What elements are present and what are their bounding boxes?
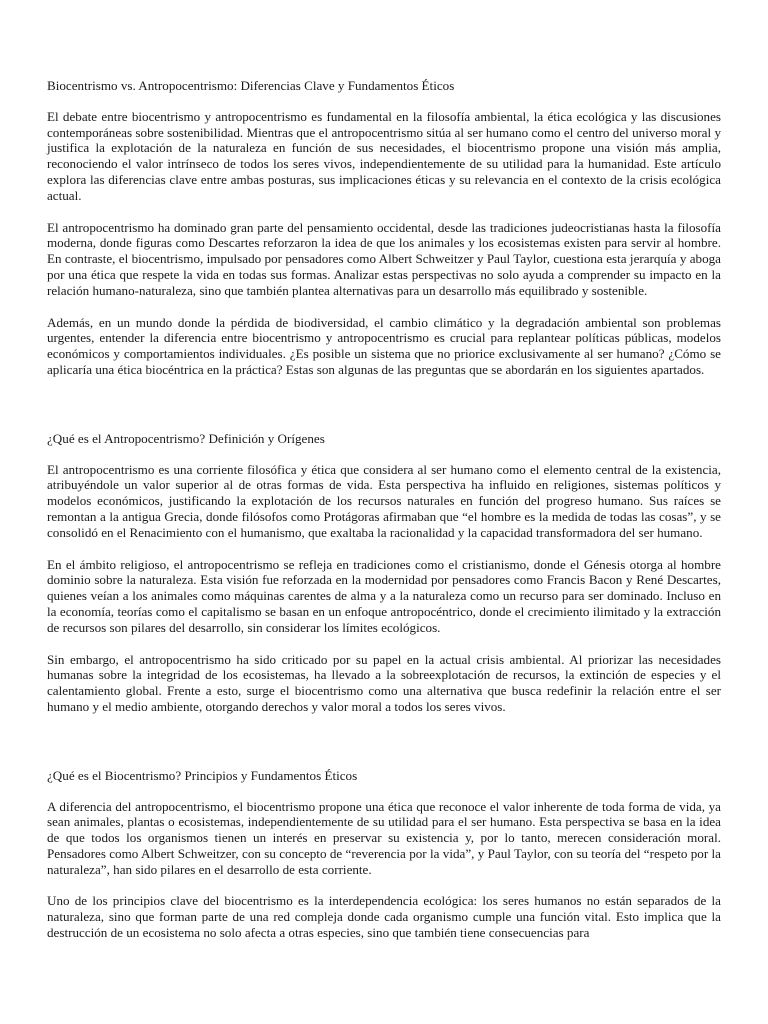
section-heading-biocentrismo: ¿Qué es el Biocentrismo? Principios y Fundamentos Éticos <box>47 767 358 783</box>
section-paragraph: En el ámbito religioso, el antropocentrismo se refleja en tradiciones como el cristianismo, donde el Génesis otorga al hombre dominio sobre la naturaleza. Esta visión fue reforzada en la modernidad por pensadores como Francis Bacon y René Descartes, quienes veían a los animales como máquinas carentes de alma y a la naturaleza como un recurso para ser dominado. Incluso en la economía, teorías como el capitalismo se basan en un enfoque antropocéntrico, donde el crecimiento ilimitado y la extracción de recursos son pilares del desarrollo, sin considerar los límites ecológicos. <box>47 556 721 635</box>
intro-paragraph: Además, en un mundo donde la pérdida de biodiversidad, el cambio climático y la degradación ambiental son problemas urgentes, entender la diferencia entre biocentrismo y antropocentrismo es crucial para replantear políticas públicas, modelos económicos y comportamientos individuales. ¿Es posible un sistema que no priorice exclusivamente al ser humano? ¿Cómo se aplicaría una ética biocéntrica en la práctica? Estas son algunas de las preguntas que se abordarán en los siguientes apartados. <box>47 314 721 377</box>
document-page <box>47 78 721 957</box>
section-spacer <box>47 731 721 768</box>
intro-paragraph: El antropocentrismo ha dominado gran parte del pensamiento occidental, desde las tradiciones judeocristianas hasta la filosofía moderna, donde figuras como Descartes reforzaron la idea de que los animales y los ecosistemas existen para servir al hombre. En contraste, el biocentrismo, impulsado por pensadores como Albert Schweitzer y Paul Taylor, cuestiona esta jerarquía y aboga por una ética que respete la vida en todas sus formas. Analizar estas perspectivas no solo ayuda a comprender su impacto en la relación humano-naturaleza, sino que también plantea alternativas para un desarrollo más equilibrado y sostenible. <box>47 219 721 298</box>
section-paragraph: A diferencia del antropocentrismo, el biocentrismo propone una ética que reconoce el valor inherente de toda forma de vida, ya sean animales, plantas o ecosistemas, independientemente de su utilidad para el ser humano. Esta perspectiva se basa en la idea de que todos los organismos tienen un interés en preservar su existencia y, por lo tanto, merecen consideración moral. Pensadores como Albert Schweitzer, con su concepto de “reverencia por la vida”, y Paul Taylor, con su teoría del “respeto por la naturaleza”, han sido pilares en el desarrollo de esta corriente. <box>47 798 721 877</box>
intro-paragraph: El debate entre biocentrismo y antropocentrismo es fundamental en la filosofía ambiental, la ética ecológica y las discusiones contemporáneas sobre sostenibilidad. Mientras que el antropocentrismo sitúa al ser humano como el centro del universo moral y justifica la explotación de la naturaleza en función de sus necesidades, el biocentrismo propone una visión más amplia, reconociendo el valor intrínseco de todos los seres vivos, independientemente de su utilidad para la humanidad. Este artículo explora las diferencias clave entre ambas posturas, sus implicaciones éticas y su relevancia en el contexto de la crisis ecológica actual. <box>47 108 721 203</box>
section-paragraph: El antropocentrismo es una corriente filosófica y ética que considera al ser humano como el elemento central de la existencia, atribuyéndole un valor superior al de otras formas de vida. Esta perspectiva ha influido en religiones, sistemas políticos y modelos económicos, justificando la explotación de los recursos naturales en función del progreso humano. Sus raíces se remontan a la antigua Grecia, donde filósofos como Protágoras afirmaban que “el hombre es la medida de todas las cosas”, y se consolidó en el Renacimiento con el humanismo, que exaltaba la racionalidad y la capacidad transformadora del ser humano. <box>47 461 721 540</box>
section-spacer <box>47 394 721 431</box>
section-paragraph: Sin embargo, el antropocentrismo ha sido criticado por su papel en la actual crisis ambiental. Al priorizar las necesidades humanas sobre la integridad de los ecosistemas, ha llevado a la sobreexplotación de recursos, la extinción de especies y el calentamiento global. Frente a esto, surge el biocentrismo como una alternativa que busca redefinir la relación entre el ser humano y el medio ambiente, otorgando derechos y valor moral a todos los seres vivos. <box>47 651 721 714</box>
section-paragraph: Uno de los principios clave del biocentrismo es la interdependencia ecológica: los seres humanos no están separados de la naturaleza, sino que forman parte de una red compleja donde cada organismo cumple una función vital. Esto implica que la destrucción de un ecosistema no solo afecta a otras especies, sino que también tiene consecuencias para <box>47 893 721 941</box>
document-title: Biocentrismo vs. Antropocentrismo: Diferencias Clave y Fundamentos Éticos <box>47 78 455 93</box>
section-heading-antropocentrismo: ¿Qué es el Antropocentrismo? Definición y Orígenes <box>47 430 325 446</box>
